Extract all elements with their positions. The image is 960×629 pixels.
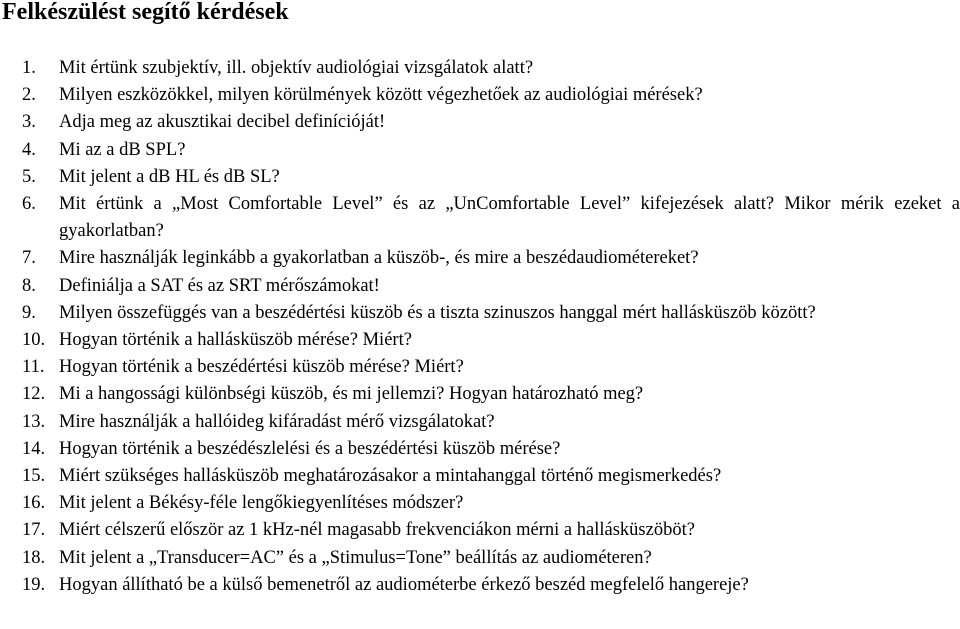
question-number: 10. — [22, 330, 46, 351]
question-number: 15. — [22, 466, 46, 487]
question-item-2 — [22, 82, 960, 109]
question-number: 16. — [22, 493, 46, 514]
question-item-13 — [22, 409, 960, 436]
question-number: 5. — [22, 166, 36, 187]
question-item-6 — [22, 191, 960, 245]
question-item-12 — [22, 381, 960, 408]
question-item-3 — [22, 109, 960, 136]
question-item-4 — [22, 137, 960, 164]
question-number: 2. — [22, 85, 36, 106]
question-text: Hogyan történik a beszédészlelési és a beszédértési küszöb mérése? — [59, 438, 561, 459]
question-text: Milyen összefüggés van a beszédértési küszöb és a tiszta szinuszos hanggal mért hallásküszöb között? — [59, 302, 816, 323]
question-text: Hogyan történik a beszédértési küszöb mérése? Miért? — [59, 357, 464, 378]
question-text: Mire használják a hallóideg kifáradást mérő vizsgálatokat? — [59, 411, 495, 432]
question-item-1 — [22, 55, 960, 82]
question-text: Milyen eszközökkel, milyen körülmények között végezhetőek az audiológiai mérések? — [59, 85, 703, 106]
question-item-14 — [22, 436, 960, 463]
question-number: 14. — [22, 438, 46, 459]
question-number: 19. — [22, 574, 46, 595]
question-number: 1. — [22, 58, 36, 78]
question-item-9 — [22, 300, 960, 327]
question-text: Mit jelent a Békésy-féle lengőkiegyenlítéses módszer? — [59, 493, 464, 514]
question-item-5 — [22, 164, 960, 191]
question-text: Mit jelent a dB HL és dB SL? — [59, 166, 280, 187]
question-number: 3. — [22, 112, 36, 133]
question-text: Mit értünk szubjektív, ill. objektív audiológiai vizsgálatok alatt? — [59, 58, 534, 78]
question-text: Mit értünk a „Most Comfortable Level” és az „UnComfortable Level” kifejezések alatt? Mikor mérik ezeket a gyakorlatban? — [59, 194, 960, 242]
question-item-17 — [22, 517, 960, 544]
question-item-10 — [22, 327, 960, 354]
question-text: Miért célszerű először az 1 kHz-nél magasabb frekvenciákon mérni a hallásküszöböt? — [59, 520, 695, 541]
question-list — [22, 55, 960, 599]
question-item-16 — [22, 490, 960, 517]
question-number: 7. — [22, 248, 36, 269]
question-text: Definiálja a SAT és az SRT mérőszámokat! — [59, 275, 380, 296]
question-number: 18. — [22, 547, 46, 568]
question-item-15 — [22, 463, 960, 490]
question-number: 12. — [22, 384, 46, 405]
question-text: Miért szükséges hallásküszöb meghatározásakor a mintahanggal történő megismerkedés? — [59, 466, 722, 487]
question-text: Hogyan történik a hallásküszöb mérése? Miért? — [59, 330, 412, 351]
question-text: Mi az a dB SPL? — [59, 139, 186, 160]
question-item-18 — [22, 545, 960, 572]
question-text: Hogyan állítható be a külső bemenetről az audiométerbe érkező beszéd megfelelő hangereje? — [59, 574, 749, 595]
question-number: 4. — [22, 139, 36, 160]
question-number: 6. — [22, 194, 36, 215]
question-number: 13. — [22, 411, 46, 432]
question-item-7 — [22, 245, 960, 272]
question-item-19 — [22, 572, 960, 599]
question-number: 17. — [22, 520, 46, 541]
question-item-8 — [22, 273, 960, 300]
question-text: Mit jelent a „Transducer=AC” és a „Stimulus=Tone” beállítás az audiométeren? — [59, 547, 652, 568]
question-text: Adja meg az akusztikai decibel definícióját! — [59, 112, 386, 133]
question-number: 8. — [22, 275, 36, 296]
question-text: Mi a hangossági különbségi küszöb, és mi jellemzi? Hogyan határozható meg? — [59, 384, 644, 405]
question-number: 11. — [22, 357, 45, 378]
question-item-11 — [22, 354, 960, 381]
page-title: Felkészülést segítő kérdések — [2, 0, 289, 25]
question-text: Mire használják leginkább a gyakorlatban a küszöb-, és mire a beszédaudiométereket? — [59, 248, 699, 269]
question-number: 9. — [22, 302, 36, 323]
